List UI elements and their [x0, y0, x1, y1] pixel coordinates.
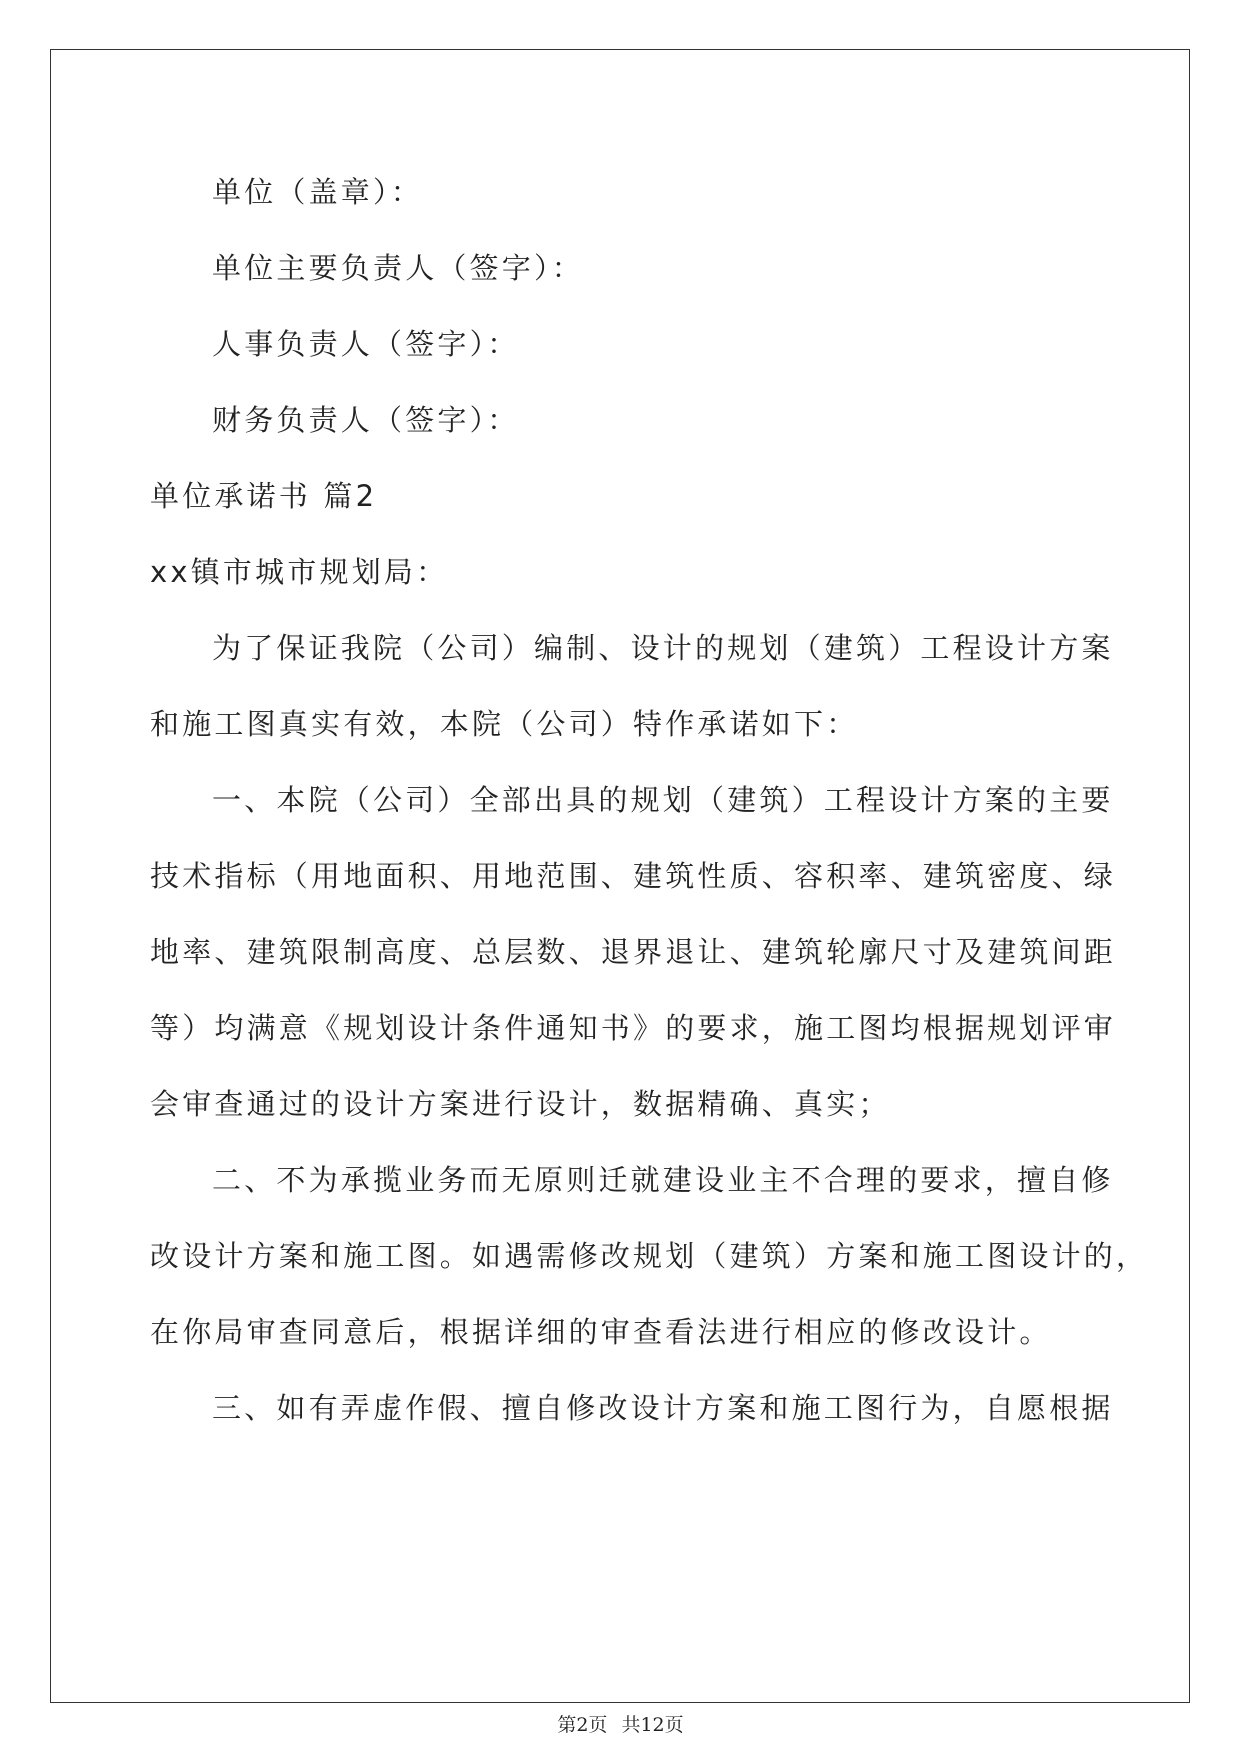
paragraph-line: 和施工图真实有效，本院（公司）特作承诺如下：: [150, 707, 859, 741]
paragraph-line: 地率、建筑限制高度、总层数、退界退让、建筑轮廓尺寸及建筑间距: [150, 935, 1117, 969]
paragraph-line: 为了保证我院（公司）编制、设计的规划（建筑）工程设计方案: [212, 631, 1114, 665]
paragraph-line: 会审查通过的设计方案进行设计，数据精确、真实；: [150, 1087, 891, 1121]
hr-signature-line: 人事负责人（签字）：: [212, 327, 520, 361]
paragraph-line: 二、不为承揽业务而无原则迁就建设业主不合理的要求，擅自修: [212, 1163, 1114, 1197]
paragraph-line: 在你局审查同意后，根据详细的审查看法进行相应的修改设计。: [150, 1315, 1052, 1349]
paragraph-line: 等）均满意《规划设计条件通知书》的要求，施工图均根据规划评审: [150, 1011, 1117, 1045]
page-number: 第2页: [557, 1714, 608, 1736]
finance-signature-line: 财务负责人（签字）：: [212, 403, 520, 437]
section-heading: 单位承诺书 篇2: [150, 479, 378, 513]
addressee: xx镇市城市规划局：: [150, 555, 449, 589]
page-footer: [0, 1710, 1241, 1737]
principal-signature-line: 单位主要负责人（签字）：: [212, 251, 584, 285]
paragraph-line: 技术指标（用地面积、用地范围、建筑性质、容积率、建筑密度、绿: [150, 859, 1117, 893]
page-total: 共12页: [621, 1714, 684, 1736]
stamp-line: 单位（盖章）：: [212, 175, 423, 209]
paragraph-line: 改设计方案和施工图。如遇需修改规划（建筑）方案和施工图设计的，: [150, 1239, 1149, 1273]
paragraph-line: 三、如有弄虚作假、擅自修改设计方案和施工图行为，自愿根据: [212, 1391, 1114, 1425]
paragraph-line: 一、本院（公司）全部出具的规划（建筑）工程设计方案的主要: [212, 783, 1114, 817]
